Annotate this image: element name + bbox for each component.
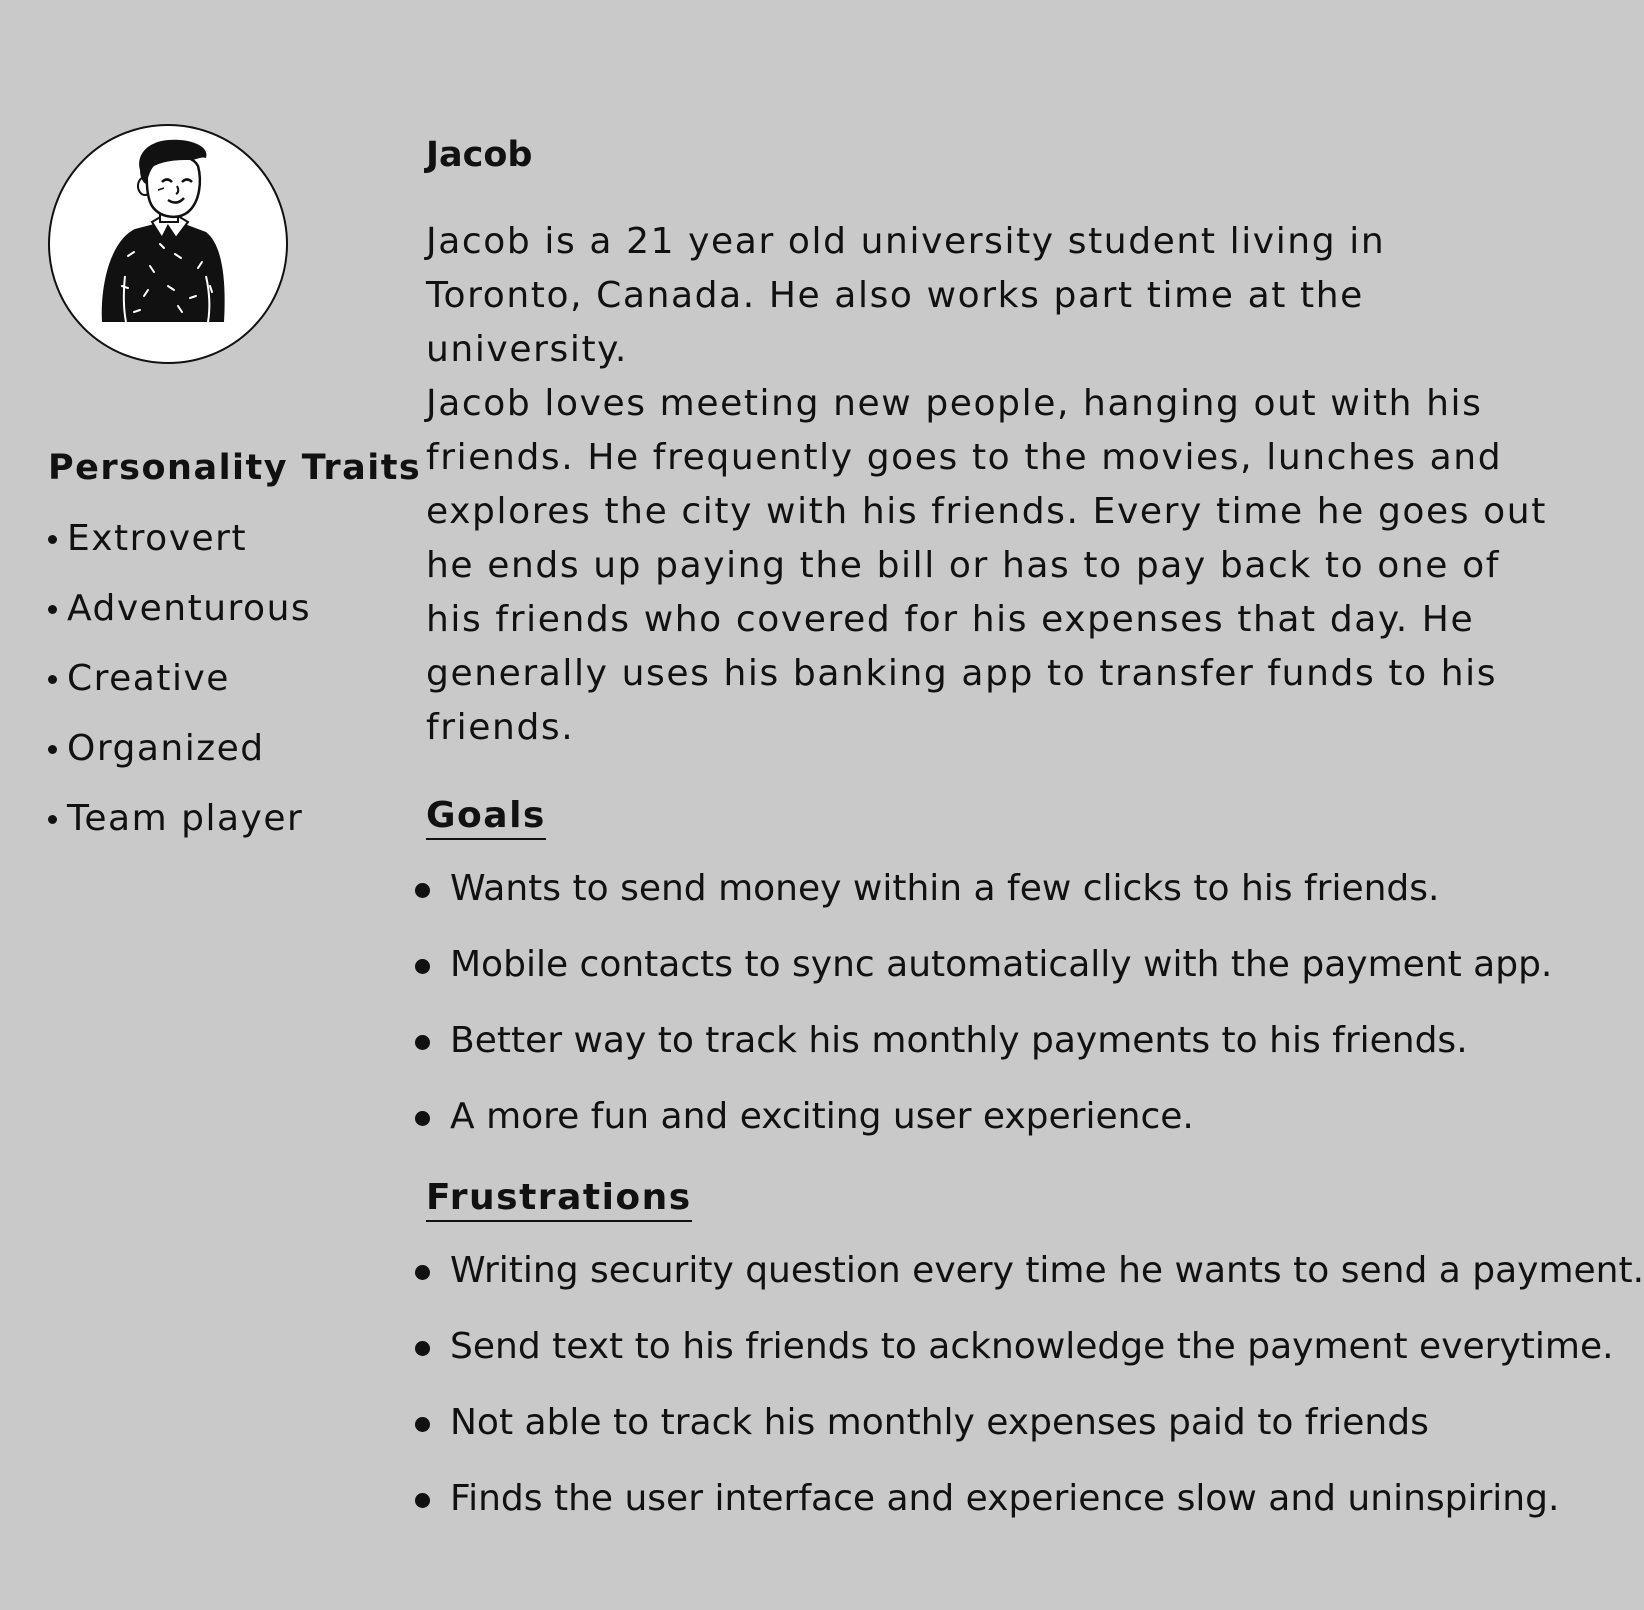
list-item [415,1250,1644,1326]
frustration-text: Not able to track his monthly expenses paid to friends [450,1402,1429,1443]
list-item [48,588,311,658]
bullet-icon [415,1265,430,1280]
trait-label: Team player [67,798,304,839]
trait-label: Organized [67,728,265,769]
goal-text: Mobile contacts to sync automatically with the payment app. [450,944,1553,985]
goal-text: Wants to send money within a few clicks to his friends. [450,868,1440,909]
bullet-icon [48,605,57,614]
list-item [415,1326,1644,1402]
traits-list [48,518,311,868]
bullet-icon [48,815,57,824]
list-item [415,944,1552,1020]
trait-label: Adventurous [67,588,312,629]
goals-list [415,868,1552,1172]
bullet-icon [415,1417,430,1432]
bullet-icon [48,675,57,684]
persona-bio: Jacob is a 21 year old university student living in Toronto, Canada. He also works part time at the university. Jacob loves meeting new people, hanging out with his friends. He frequently goes to the movies, lunches and explores the city with his friends. Every time he goes out he ends up paying the bill or has to pay back to one of his friends who covered for his expenses that day. He generally uses his banking app to transfer funds to his friends. [426,221,1547,748]
goal-text: Better way to track his monthly payments to his friends. [450,1020,1468,1061]
bullet-icon [415,1493,430,1508]
bullet-icon [48,535,57,544]
list-item [415,1478,1644,1554]
list-item [415,1402,1644,1478]
bullet-icon [415,1341,430,1356]
list-item [48,798,311,868]
list-item [48,518,311,588]
trait-label: Extrovert [67,518,248,559]
bullet-icon [415,883,430,898]
bullet-icon [415,959,430,974]
bullet-icon [415,1111,430,1126]
frustration-text: Send text to his friends to acknowledge the payment everytime. [450,1326,1614,1367]
list-item [48,728,311,798]
list-item [48,658,311,728]
persona-name: Jacob [426,135,533,175]
bullet-icon [415,1035,430,1050]
trait-label: Creative [67,658,230,699]
list-item [415,868,1552,944]
person-illustration-icon [50,126,286,362]
goals-heading: Goals [426,796,546,840]
bullet-icon [48,745,57,754]
avatar [48,124,288,364]
list-item [415,1020,1552,1096]
frustrations-heading: Frustrations [426,1178,692,1222]
frustrations-list [415,1250,1644,1554]
frustration-text: Finds the user interface and experience slow and uninspiring. [450,1478,1560,1519]
list-item [415,1096,1552,1172]
goal-text: A more fun and exciting user experience. [450,1096,1194,1137]
traits-title: Personality Traits [48,448,422,488]
frustration-text: Writing security question every time he wants to send a payment. [450,1250,1644,1291]
